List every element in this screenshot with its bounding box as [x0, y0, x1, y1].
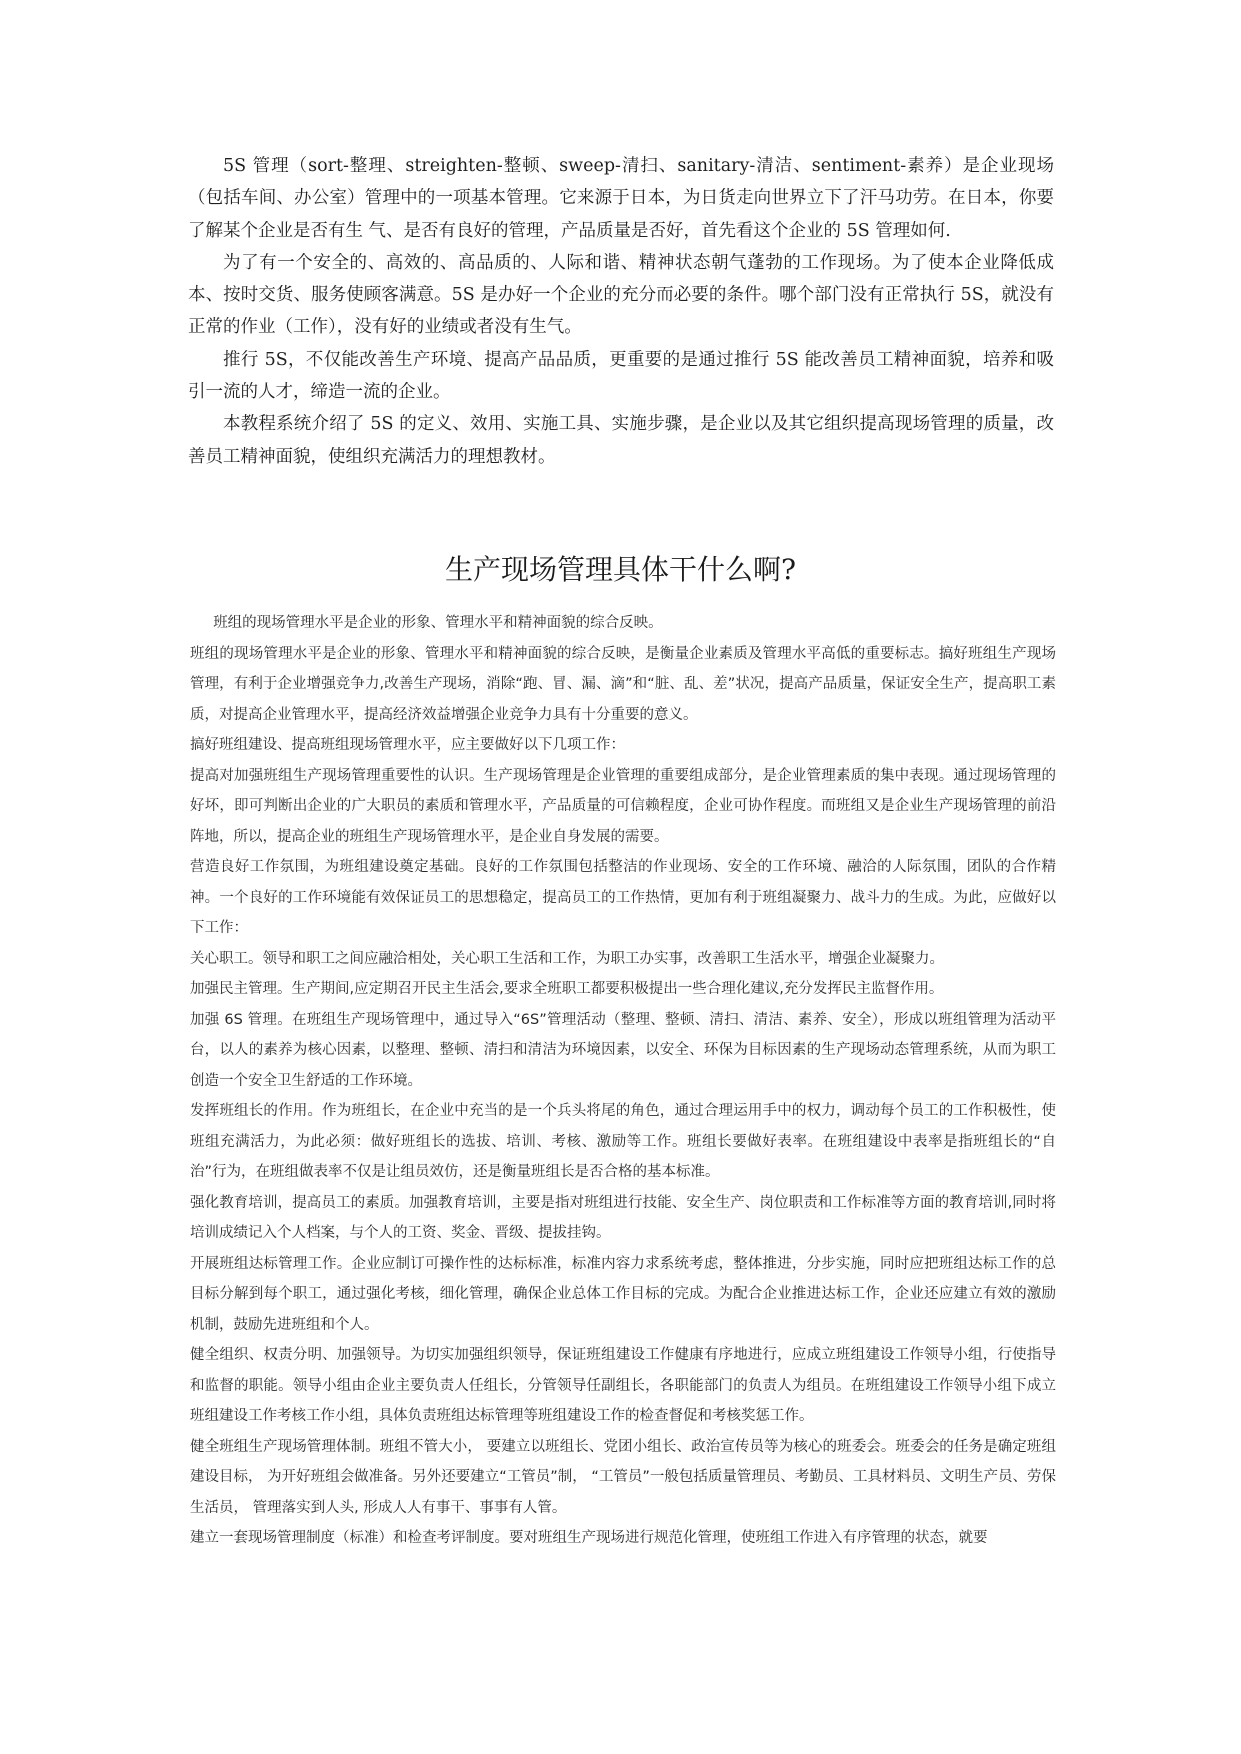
- body-paragraph: 加强民主管理。生产期间,应定期召开民主生活会,要求全班职工都要积极提出一些合理化建议,充分发挥民主监督作用。: [190, 981, 944, 997]
- body-paragraph: 营造良好工作氛围，为班组建设奠定基础。良好的工作氛围包括整洁的作业现场、安全的工作环境、融洽的人际氛围，团队的合作精神。一个良好的工作环境能有效保证员工的思想稳定，提高员工的工作热情，更加有利于班组凝聚力、战斗力的生成。为此，应做好以下工作：: [190, 859, 1056, 936]
- intro-section: [188, 150, 1054, 473]
- body-paragraph: 班组的现场管理水平是企业的形象、管理水平和精神面貌的综合反映，是衡量企业素质及管理水平高低的重要标志。搞好班组生产现场管理，有利于企业增强竞争力,改善生产现场，消除“跑、冒、漏、滴”和“脏、乱、差”状况，提高产品质量，保证安全生产，提高职工素质，对提高企业管理水平，提高经济效益增强企业竞争力具有十分重要的意义。: [190, 645, 1056, 723]
- section-title: 生产现场管理具体干什么啊?: [444, 553, 796, 586]
- body-paragraph: 搞好班组建设、提高班组现场管理水平，应主要做好以下几项工作：: [190, 737, 625, 753]
- body-paragraph: 提高对加强班组生产现场管理重要性的认识。生产现场管理是企业管理的重要组成部分，是企业管理素质的集中表现。通过现场管理的好坏，即可判断出企业的广大职员的素质和管理水平，产品质量的可信赖程度，企业可协作程度。而班组又是企业生产现场管理的前沿阵地，所以，提高企业的班组生产现场管理水平，是企业自身发展的需要。: [190, 767, 1056, 845]
- body-paragraph: 加强 6S 管理。在班组生产现场管理中，通过导入“6S”管理活动（整理、整顿、清扫、清洁、素养、安全），形成以班组管理为活动平台，以人的素养为核心因素，以整理、整顿、清扫和清洁为环境因素，以安全、环保为目标因素的生产现场动态管理系统，从而为职工创造一个安全卫生舒适的工作环境。: [190, 1011, 1056, 1089]
- intro-paragraph: 为了有一个安全的、高效的、高品质的、人际和谐、精神状态朝气蓬勃的工作现场。为了使本企业降低成本、按时交货、服务使顾客满意。5S 是办好一个企业的充分而必要的条件。哪个部门没有正常执行 5S，就没有正常的作业（工作），没有好的业绩或者没有生气。: [188, 252, 1054, 338]
- body-paragraph: 强化教育培训，提高员工的素质。加强教育培训，主要是指对班组进行技能、安全生产、岗位职责和工作标准等方面的教育培训,同时将培训成绩记入个人档案，与个人的工资、奖金、晋级、提拔挂钩。: [190, 1194, 1056, 1241]
- body-paragraph: 关心职工。领导和职工之间应融洽相处，关心职工生活和工作，为职工办实事，改善职工生活水平，增强企业凝聚力。: [190, 950, 944, 967]
- intro-paragraph: 本教程系统介绍了 5S 的定义、效用、实施工具、实施步骤，是企业以及其它组织提高现场管理的质量，改善员工精神面貌，使组织充满活力的理想教材。: [188, 414, 1054, 467]
- body-lead: 班组的现场管理水平是企业的形象、管理水平和精神面貌的综合反映。: [213, 615, 663, 631]
- body-paragraph: 建立一套现场管理制度（标准）和检查考评制度。要对班组生产现场进行规范化管理，使班组工作进入有序管理的状态，就要: [190, 1530, 988, 1546]
- body-paragraph: 开展班组达标管理工作。企业应制订可操作性的达标标准，标准内容力求系统考虑，整体推进，分步实施，同时应把班组达标工作的总目标分解到每个职工，通过强化考核，细化管理，确保企业总体工作目标的完成。为配合企业推进达标工作，企业还应建立有效的激励机制，鼓励先进班组和个人。: [190, 1255, 1056, 1333]
- intro-paragraph: 5S 管理（sort-整理、streighten-整顿、sweep-清扫、sanitary-清洁、sentiment-素养）是企业现场（包括车间、办公室）管理中的一项基本管理。它来源于日本，为日货走向世界立下了汗马功劳。在日本，你要了解某个企业是否有生 气、是否有良好的管理，产品质量是否好，首先看这个企业的 5S 管理如何.: [188, 156, 1054, 241]
- body-paragraph: 发挥班组长的作用。作为班组长，在企业中充当的是一个兵头将尾的角色，通过合理运用手中的权力，调动每个员工的工作积极性，使班组充满活力，为此必须：做好班组长的选拔、培训、考核、激励等工作。班组长要做好表率。在班组建设中表率是指班组长的“自治”行为，在班组做表率不仅是让组员效仿，还是衡量班组长是否合格的基本标准。: [190, 1103, 1056, 1180]
- intro-paragraph: 推行 5S，不仅能改善生产环境、提高产品品质，更重要的是通过推行 5S 能改善员工精神面貌，培养和吸引一流的人才，缔造一流的企业。: [188, 349, 1054, 403]
- body-section: [190, 608, 1056, 1554]
- body-paragraph: 健全组织、权责分明、加强领导。为切实加强组织领导，保证班组建设工作健康有序地进行，应成立班组建设工作领导小组，行使指导和监督的职能。领导小组由企业主要负责人任组长，分管领导任副组长，各职能部门的负责人为组员。在班组建设工作领导小组下成立班组建设工作考核工作小组，具体负责班组达标管理等班组建设工作的检查督促和考核奖惩工作。: [190, 1347, 1056, 1424]
- body-paragraph: 健全班组生产现场管理体制。班组不管大小， 要建立以班组长、党团小组长、政治宣传员等为核心的班委会。班委会的任务是确定班组建设目标， 为开好班组会做准备。另外还要建立“工管员”制， “工管员”一般包括质量管理员、考勤员、工具材料员、文明生产员、劳保生活员， 管理落实到人头, 形成人人有事干、事事有人管。: [190, 1438, 1056, 1516]
